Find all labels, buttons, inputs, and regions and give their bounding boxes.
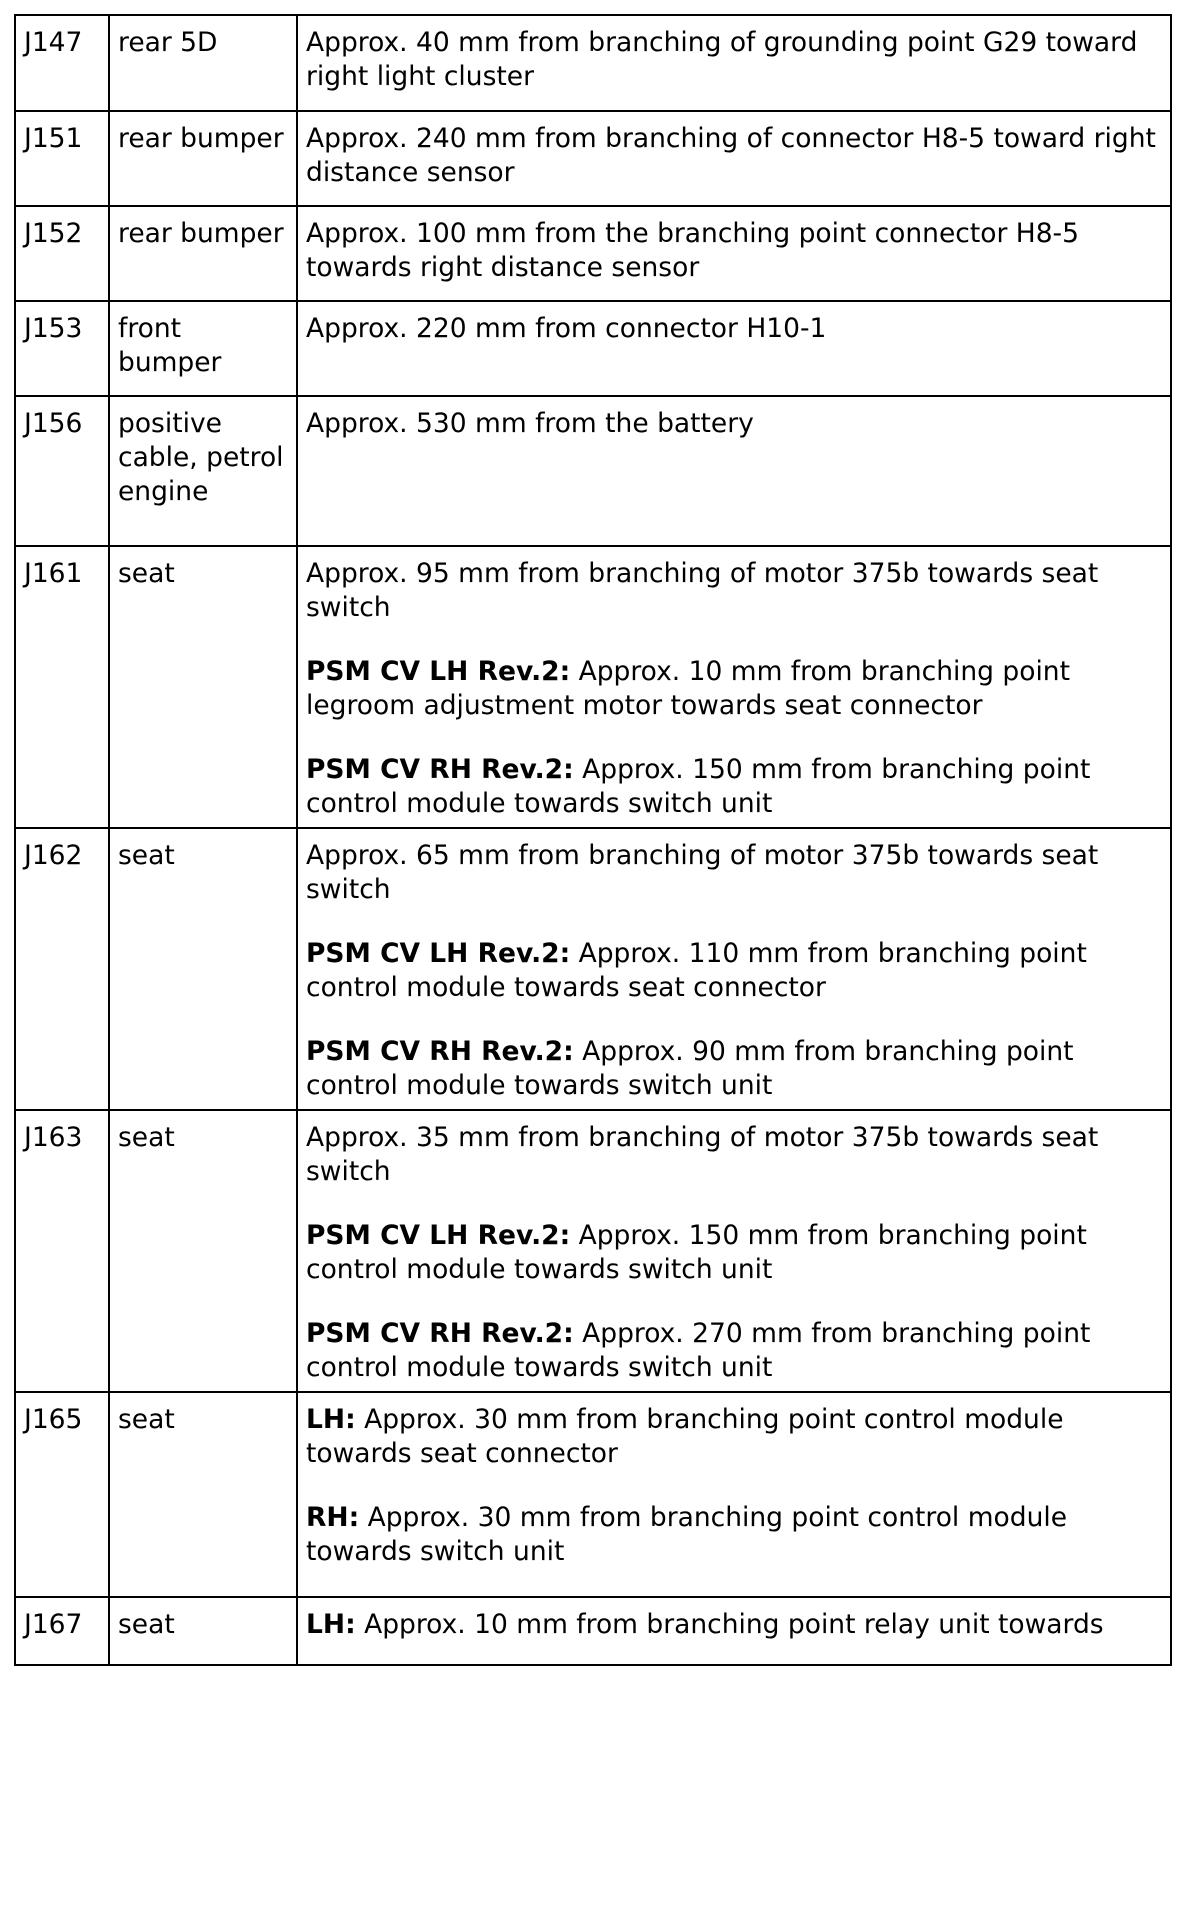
description-cell bbox=[297, 301, 1171, 396]
description-paragraph bbox=[306, 1317, 1162, 1385]
location-cell: seat bbox=[109, 546, 297, 828]
description-text: Approx. 110 mm from branching point control module towards seat connector bbox=[306, 938, 1087, 1003]
description-text: Approx. 65 mm from branching of motor 375b towards seat switch bbox=[306, 840, 1099, 905]
table-row bbox=[15, 546, 1171, 828]
description-paragraph bbox=[306, 122, 1162, 190]
description-paragraph bbox=[306, 937, 1162, 1005]
description-text: Approx. 150 mm from branching point control module towards switch unit bbox=[306, 1220, 1087, 1285]
variant-label: LH: bbox=[306, 1404, 356, 1435]
variant-label: RH: bbox=[306, 1502, 360, 1533]
table-body bbox=[15, 15, 1171, 1665]
variant-label: PSM CV RH Rev.2: bbox=[306, 1318, 574, 1349]
connector-id-cell: J162 bbox=[15, 828, 109, 1110]
connector-id-cell: J156 bbox=[15, 396, 109, 546]
description-cell bbox=[297, 1110, 1171, 1392]
description-text: Approx. 100 mm from the branching point connector H8-5 towards right distance sensor bbox=[306, 218, 1079, 283]
description-cell bbox=[297, 206, 1171, 301]
variant-label: PSM CV RH Rev.2: bbox=[306, 754, 574, 785]
description-text: Approx. 35 mm from branching of motor 375b towards seat switch bbox=[306, 1122, 1099, 1187]
connector-id-cell: J153 bbox=[15, 301, 109, 396]
variant-label: PSM CV LH Rev.2: bbox=[306, 656, 571, 687]
location-cell: seat bbox=[109, 1110, 297, 1392]
description-text: Approx. 95 mm from branching of motor 375b towards seat switch bbox=[306, 558, 1099, 623]
table-row bbox=[15, 15, 1171, 111]
description-cell bbox=[297, 396, 1171, 546]
location-cell: seat bbox=[109, 828, 297, 1110]
description-paragraph bbox=[306, 26, 1162, 94]
description-cell bbox=[297, 1392, 1171, 1597]
description-cell bbox=[297, 15, 1171, 111]
description-text: Approx. 40 mm from branching of grounding point G29 toward right light cluster bbox=[306, 27, 1138, 92]
location-cell: positive cable, petrol engine bbox=[109, 396, 297, 546]
variant-label: PSM CV RH Rev.2: bbox=[306, 1036, 574, 1067]
location-cell: front bumper bbox=[109, 301, 297, 396]
location-cell: rear 5D bbox=[109, 15, 297, 111]
description-paragraph bbox=[306, 1035, 1162, 1103]
connector-id-cell: J152 bbox=[15, 206, 109, 301]
connector-location-table bbox=[14, 14, 1172, 1666]
connector-id-cell: J167 bbox=[15, 1597, 109, 1665]
description-paragraph bbox=[306, 312, 1162, 346]
description-paragraph bbox=[306, 1121, 1162, 1189]
description-text: Approx. 10 mm from branching point relay unit towards bbox=[355, 1609, 1104, 1640]
description-text: Approx. 90 mm from branching point control module towards switch unit bbox=[306, 1036, 1074, 1101]
description-text: Approx. 240 mm from branching of connector H8-5 toward right distance sensor bbox=[306, 123, 1156, 188]
variant-label: LH: bbox=[306, 1609, 356, 1640]
table-row bbox=[15, 1597, 1171, 1665]
description-paragraph bbox=[306, 1219, 1162, 1287]
description-cell bbox=[297, 828, 1171, 1110]
description-paragraph bbox=[306, 407, 1162, 441]
description-paragraph bbox=[306, 1403, 1162, 1471]
table-row bbox=[15, 111, 1171, 206]
description-paragraph bbox=[306, 753, 1162, 821]
table-row bbox=[15, 396, 1171, 546]
description-text: Approx. 220 mm from connector H10-1 bbox=[306, 313, 827, 344]
table-row bbox=[15, 1110, 1171, 1392]
description-paragraph bbox=[306, 217, 1162, 285]
location-cell: seat bbox=[109, 1392, 297, 1597]
description-text: Approx. 530 mm from the battery bbox=[306, 408, 754, 439]
description-cell bbox=[297, 1597, 1171, 1665]
description-paragraph bbox=[306, 1608, 1162, 1642]
description-paragraph bbox=[306, 839, 1162, 907]
table-row bbox=[15, 301, 1171, 396]
connector-id-cell: J151 bbox=[15, 111, 109, 206]
variant-label: PSM CV LH Rev.2: bbox=[306, 938, 571, 969]
connector-id-cell: J163 bbox=[15, 1110, 109, 1392]
table-row bbox=[15, 1392, 1171, 1597]
description-paragraph bbox=[306, 557, 1162, 625]
variant-label: PSM CV LH Rev.2: bbox=[306, 1220, 571, 1251]
description-text: Approx. 30 mm from branching point control module towards seat connector bbox=[306, 1404, 1064, 1469]
description-paragraph bbox=[306, 655, 1162, 723]
location-cell: rear bumper bbox=[109, 111, 297, 206]
location-cell: seat bbox=[109, 1597, 297, 1665]
description-text: Approx. 150 mm from branching point control module towards switch unit bbox=[306, 754, 1091, 819]
description-paragraph bbox=[306, 1501, 1162, 1569]
description-text: Approx. 30 mm from branching point control module towards switch unit bbox=[306, 1502, 1068, 1567]
table-row bbox=[15, 206, 1171, 301]
connector-id-cell: J161 bbox=[15, 546, 109, 828]
description-cell bbox=[297, 111, 1171, 206]
location-cell: rear bumper bbox=[109, 206, 297, 301]
connector-id-cell: J165 bbox=[15, 1392, 109, 1597]
connector-id-cell: J147 bbox=[15, 15, 109, 111]
description-text: Approx. 270 mm from branching point control module towards switch unit bbox=[306, 1318, 1091, 1383]
description-cell bbox=[297, 546, 1171, 828]
description-text: Approx. 10 mm from branching point legroom adjustment motor towards seat connector bbox=[306, 656, 1070, 721]
table-row bbox=[15, 828, 1171, 1110]
